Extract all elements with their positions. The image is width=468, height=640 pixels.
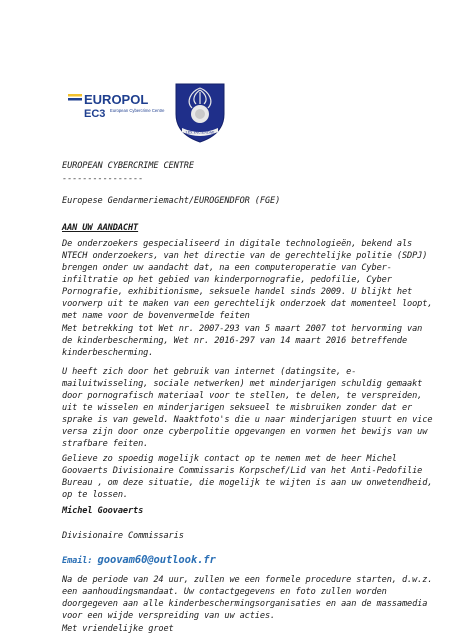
ec3-logo-subtext: European Cybercrime Centre xyxy=(110,108,165,113)
header-force: Europese Gendarmeriemacht/EUROGENDFOR (FGE) xyxy=(62,196,281,206)
gendarmerie-crest-icon xyxy=(174,80,226,144)
paragraph-warning: Na de periode van 24 uur, zullen we een formele procedure starten, d.w.z. een aanhoudingsmandaat. Uw contactgegevens en foto zullen worden doorgegeven aan alle kinderbeschermingsorganisaties en aan de massamedia voor een wijde verspreiding van uw acties. xyxy=(62,575,433,621)
attention-heading: AAN UW AANDACHT xyxy=(62,223,139,233)
email-line xyxy=(62,554,434,567)
paragraph-offence: U heeft zich door het gebruik van internet (datingsite, e-mailuitwisseling, sociale netwerken) met minderjarigen schuldig gemaakt door pornografisch materiaal voor te stellen, te delen, te verspreiden, uit te wisselen en minderjarigen seksueel te misbruiken zonder dat er sprake is van geweld. Naaktfoto's die u naar minderjarigen stuurt en vice versa zijn door onze cyberpolitie opgevangen en vormen het bewijs van uw strafbare feiten. xyxy=(62,367,433,449)
ec3-logo-text: EC3 xyxy=(84,108,106,120)
email-label: Email: xyxy=(62,556,93,566)
paragraph-law: Met betrekking tot Wet nr. 2007-293 van 5 maart 2007 tot hervorming van de kinderbescherming, Wet nr. 2016-297 van 14 maart 2016 betreffende kinderbescherming. xyxy=(62,324,423,358)
email-link[interactable]: goovam60@outlook.fr xyxy=(97,554,216,566)
paragraph-contact: Gelieve zo spoedig mogelijk contact op te nemen met de heer Michel Goovaerts Divisionaire Commissaris Korpschef/Lid van het Anti-Pedofilie Bureau , om deze situatie, die mogelijk te wijten is aan uw onwetendheid, op te lossen. xyxy=(62,454,433,500)
ec3-logo xyxy=(84,106,174,120)
header-org: EUROPEAN CYBERCRIME CENTRE xyxy=(62,161,194,171)
signatory-name: Michel Goovaerts xyxy=(62,506,144,516)
crest-motto: LEX FACIENDAE xyxy=(185,130,215,135)
paragraph-investigation: De onderzoekers gespecialiseerd in digitale technologieën, bekend als NTECH onderzoekers, van het directie van de gerechtelijke politie (SDPJ) brengen onder uw aandacht dat, na een computeroperatie van Cyber-infiltratie op het gebied van kinderpornografie, pedofilie, Cyber Pornografie, exhibitionisme, seksuele handel sinds 2009. U blijkt het voorwerp uit te maken van een gerechtelijk onderzoek dat momenteel loopt, met name voor de bovenvermelde feiten xyxy=(62,239,433,321)
closing: Met vriendelijke groet xyxy=(62,624,174,634)
header-divider: ---------------- xyxy=(62,174,144,184)
europol-logo-text: EUROPOL xyxy=(84,92,149,107)
signatory-title: Divisionaire Commissaris xyxy=(62,531,184,541)
